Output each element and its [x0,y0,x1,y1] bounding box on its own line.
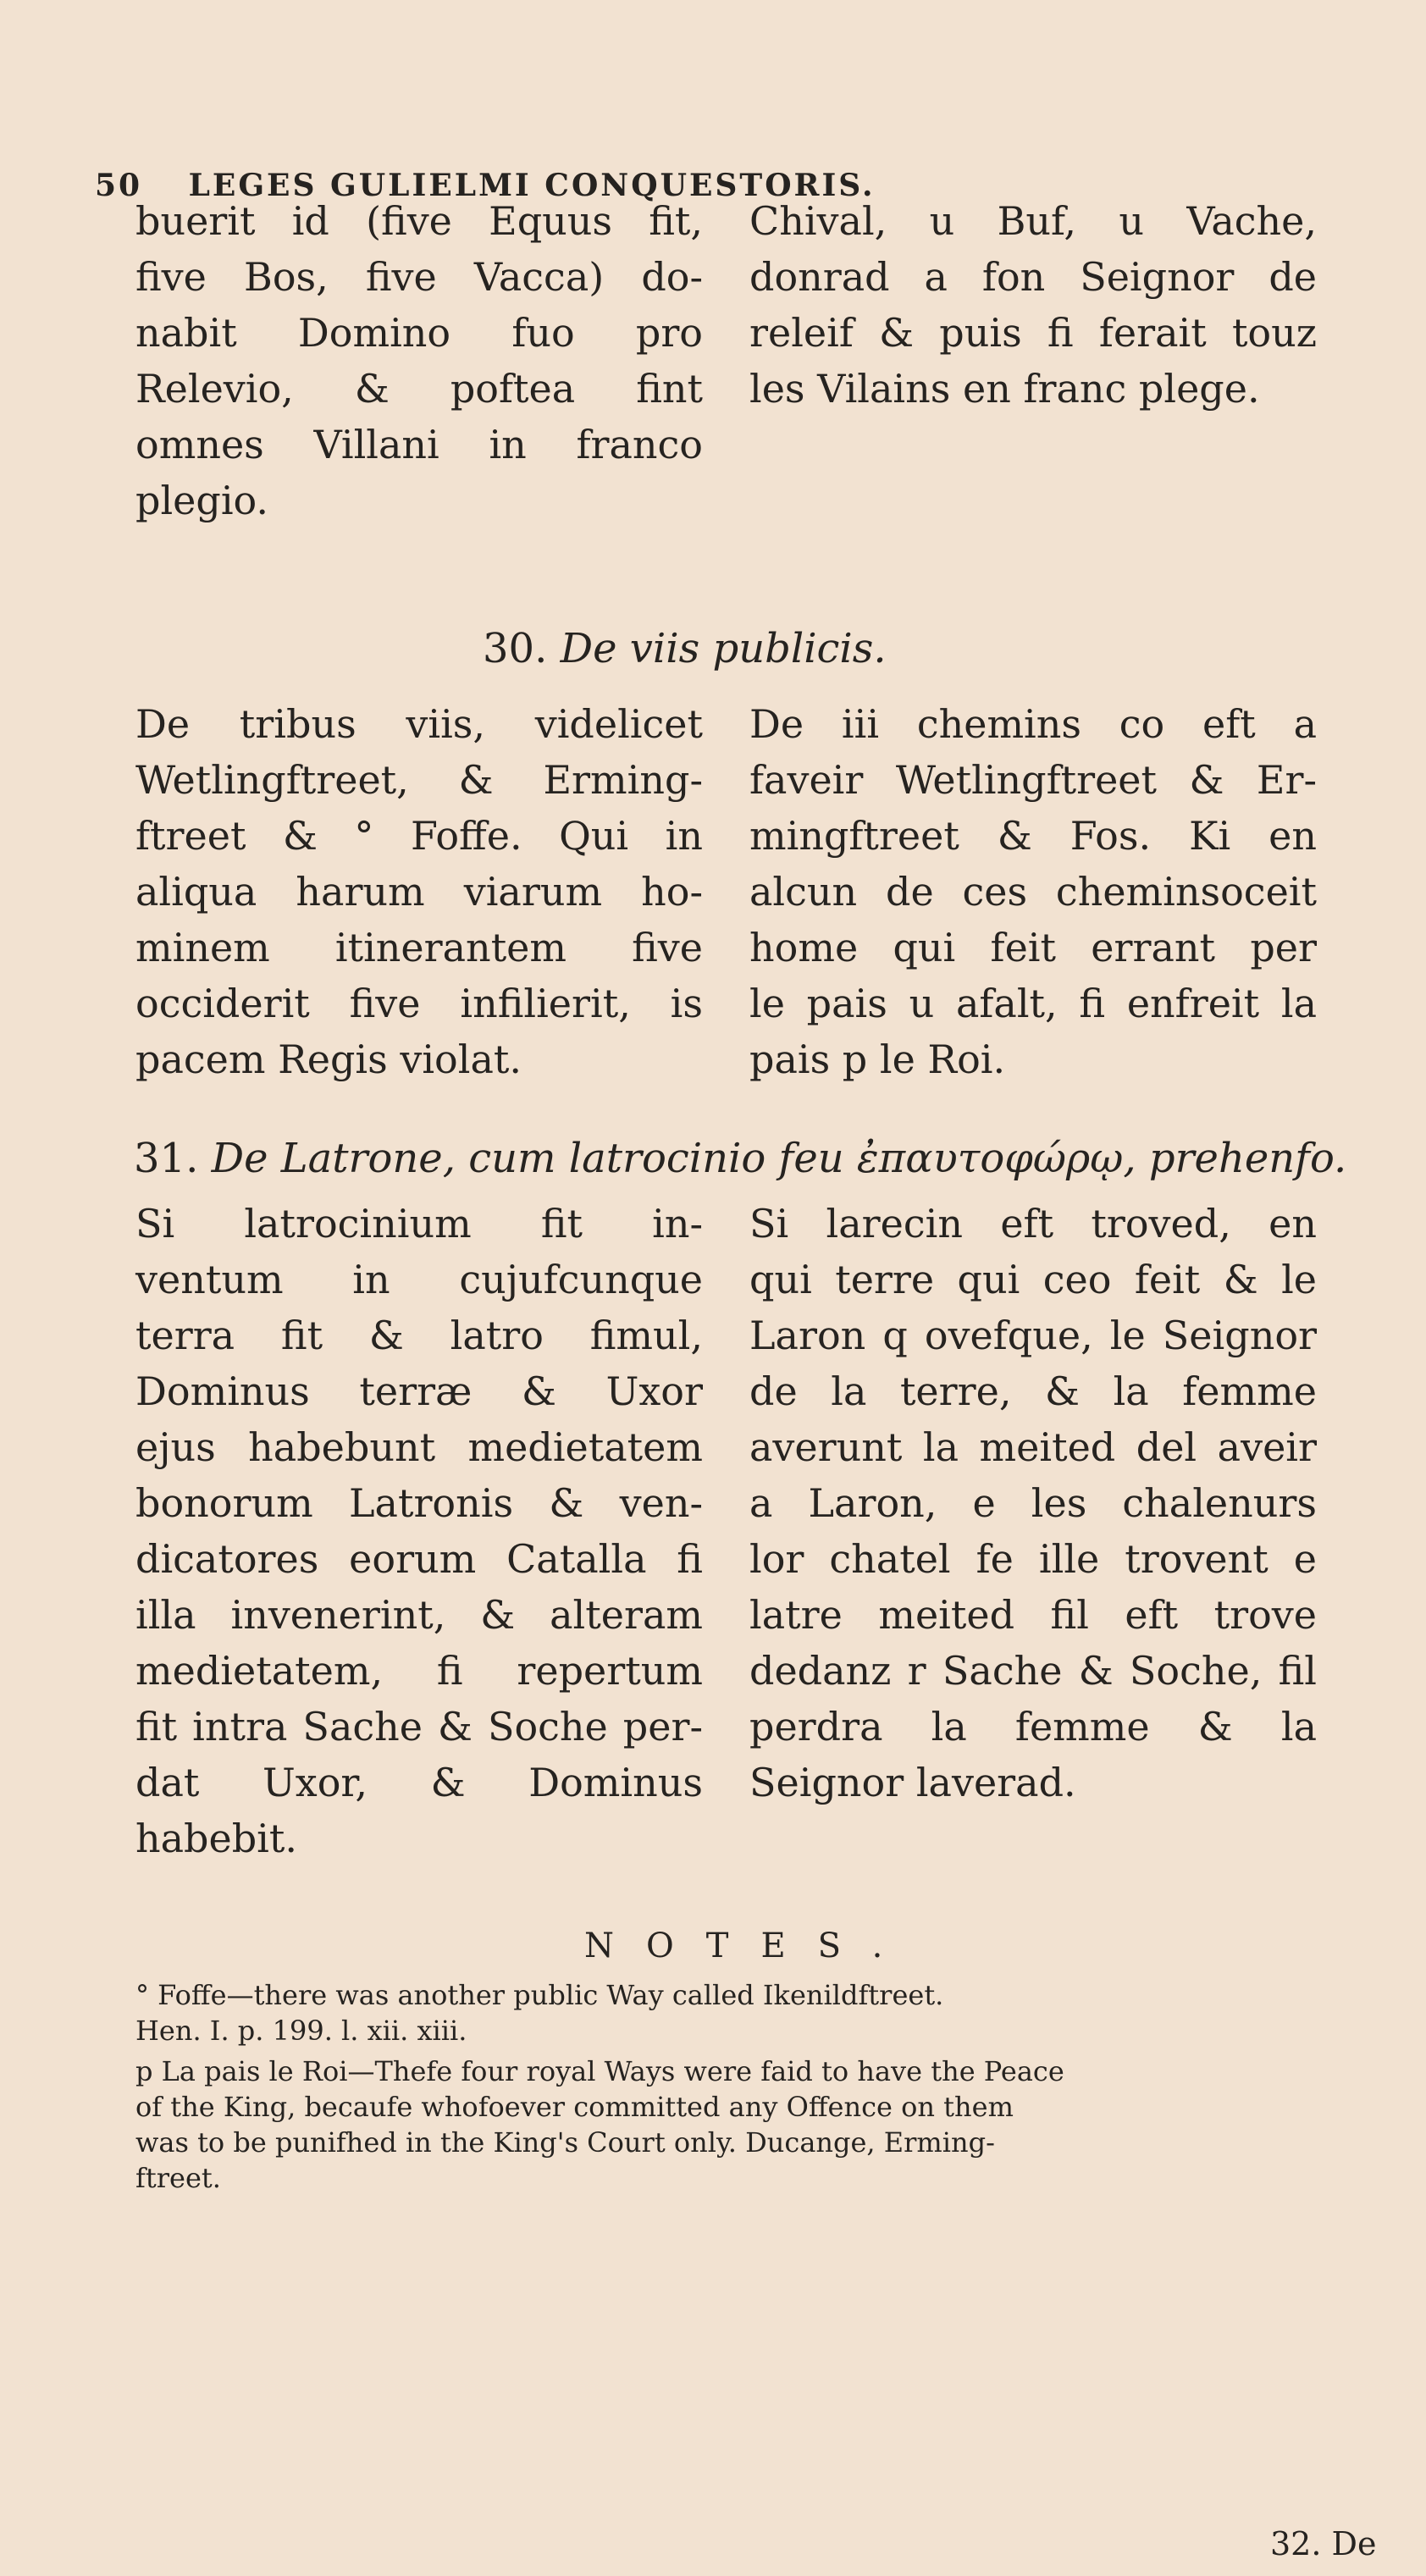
text-line: dicatores eorum Catalla fi [135,1536,703,1582]
text-line: Chival, u Buf, u Vache, [749,198,1317,244]
text-line: minem itinerantem five [135,925,703,970]
text-line: Laron q ovefque, le Seignor [749,1313,1317,1358]
text-line: perdra la femme & la [749,1704,1317,1750]
running-title: LEGES GULIELMI CONQUESTORIS. [188,168,876,203]
text-line: De iii chemins co eft a [749,701,1317,747]
text-line: home qui feit errant per [749,925,1317,970]
text-line: Wetlingftreet, & Erming- [135,757,703,803]
text-line: nabit Domino fuo pro [135,310,703,356]
section30-latin-column [135,696,703,1087]
text-line: Si latrocinium fit in- [135,1201,703,1247]
note-o-line2: Hen. I. p. 199. l. xii. xiii. [135,2015,467,2047]
section-title: De Latrone, cum latrocinio feu ἐπαυτοφώρῳ, prehenfo. [211,1135,1347,1182]
text-line: pais p le Roi. [749,1036,1006,1082]
text-line: averunt la meited del aveir [749,1424,1317,1470]
text-line: fit intra Sache & Soche per- [135,1704,703,1750]
page-number: 50 [95,168,143,203]
note-p-line1: p La pais le Roi—Thefe four royal Ways were faid to have the Peace [135,2055,1064,2087]
text-line: omnes Villani in franco [135,422,703,467]
text-line: pacem Regis violat. [135,1036,522,1082]
section31-heading [134,1135,1346,1182]
section30-heading [483,625,887,672]
text-line: Relevio, & poftea fint [135,366,703,412]
text-line: medietatem, fi repertum [135,1648,703,1694]
text-line: illa invenerint, & alteram [135,1592,703,1638]
text-line: terra fit & latro fimul, [135,1313,703,1358]
notes-title: NOTES. [584,1926,915,1965]
text-line: releif & puis fi ferait touz [749,310,1317,356]
section29-latin-column [135,193,703,528]
note-o-line1: ° Foffe—there was another public Way called Ikenildftreet. [135,1979,944,2011]
text-line: five Bos, five Vacca) do- [135,254,703,300]
text-line: les Vilains en franc plege. [749,366,1260,412]
text-line: qui terre qui ceo feit & le [749,1257,1317,1302]
text-line: le pais u afalt, fi enfreit la [749,981,1317,1026]
text-line: donrad a fon Seignor de [749,254,1317,300]
note-p-line3: was to be punifhed in the King's Court only. Ducange, Erming- [135,2126,995,2159]
text-line: lor chatel fe ille trovent e [749,1536,1317,1582]
text-line: aliqua harum viarum ho- [135,869,703,915]
section30-french-column [749,696,1317,1087]
text-line: Si larecin eft troved, en [749,1201,1317,1247]
note-p-line2: of the King, becaufe whofoever committed any Offence on them [135,2091,1014,2123]
note-p-line4: ftreet. [135,2162,221,2194]
text-line: plegio. [135,478,269,523]
text-line: buerit id (five Equus fit, [135,198,703,244]
section31-latin-column [135,1196,703,1866]
text-line: a Laron, e les chalenurs [749,1480,1317,1526]
section-title: De viis publicis. [560,625,887,672]
text-line: ejus habebunt medietatem [135,1424,703,1470]
text-line: dedanz r Sache & Soche, fil [749,1648,1317,1694]
text-line: De tribus viis, videlicet [135,701,703,747]
catchword: 32. De [1270,2525,1377,2562]
text-line: habebit. [135,1816,297,1861]
text-line: ftreet & ° Foffe. Qui in [135,813,703,859]
text-line: occiderit five infilierit, is [135,981,703,1026]
section31-french-column [749,1196,1317,1810]
text-line: faveir Wetlingftreet & Er- [749,757,1317,803]
text-line: mingftreet & Fos. Ki en [749,813,1317,859]
section-number: 31. [134,1135,199,1182]
text-line: ventum in cujufcunque [135,1257,703,1302]
text-line: alcun de ces cheminsoceit [749,869,1317,915]
section29-french-column [749,193,1317,417]
text-line: Dominus terræ & Uxor [135,1368,703,1414]
text-line: bonorum Latronis & ven- [135,1480,703,1526]
text-line: de la terre, & la femme [749,1368,1317,1414]
text-line: Seignor laverad. [749,1760,1076,1805]
section-number: 30. [483,625,548,672]
text-line: dat Uxor, & Dominus [135,1760,703,1805]
text-line: latre meited fil eft trove [749,1592,1317,1638]
